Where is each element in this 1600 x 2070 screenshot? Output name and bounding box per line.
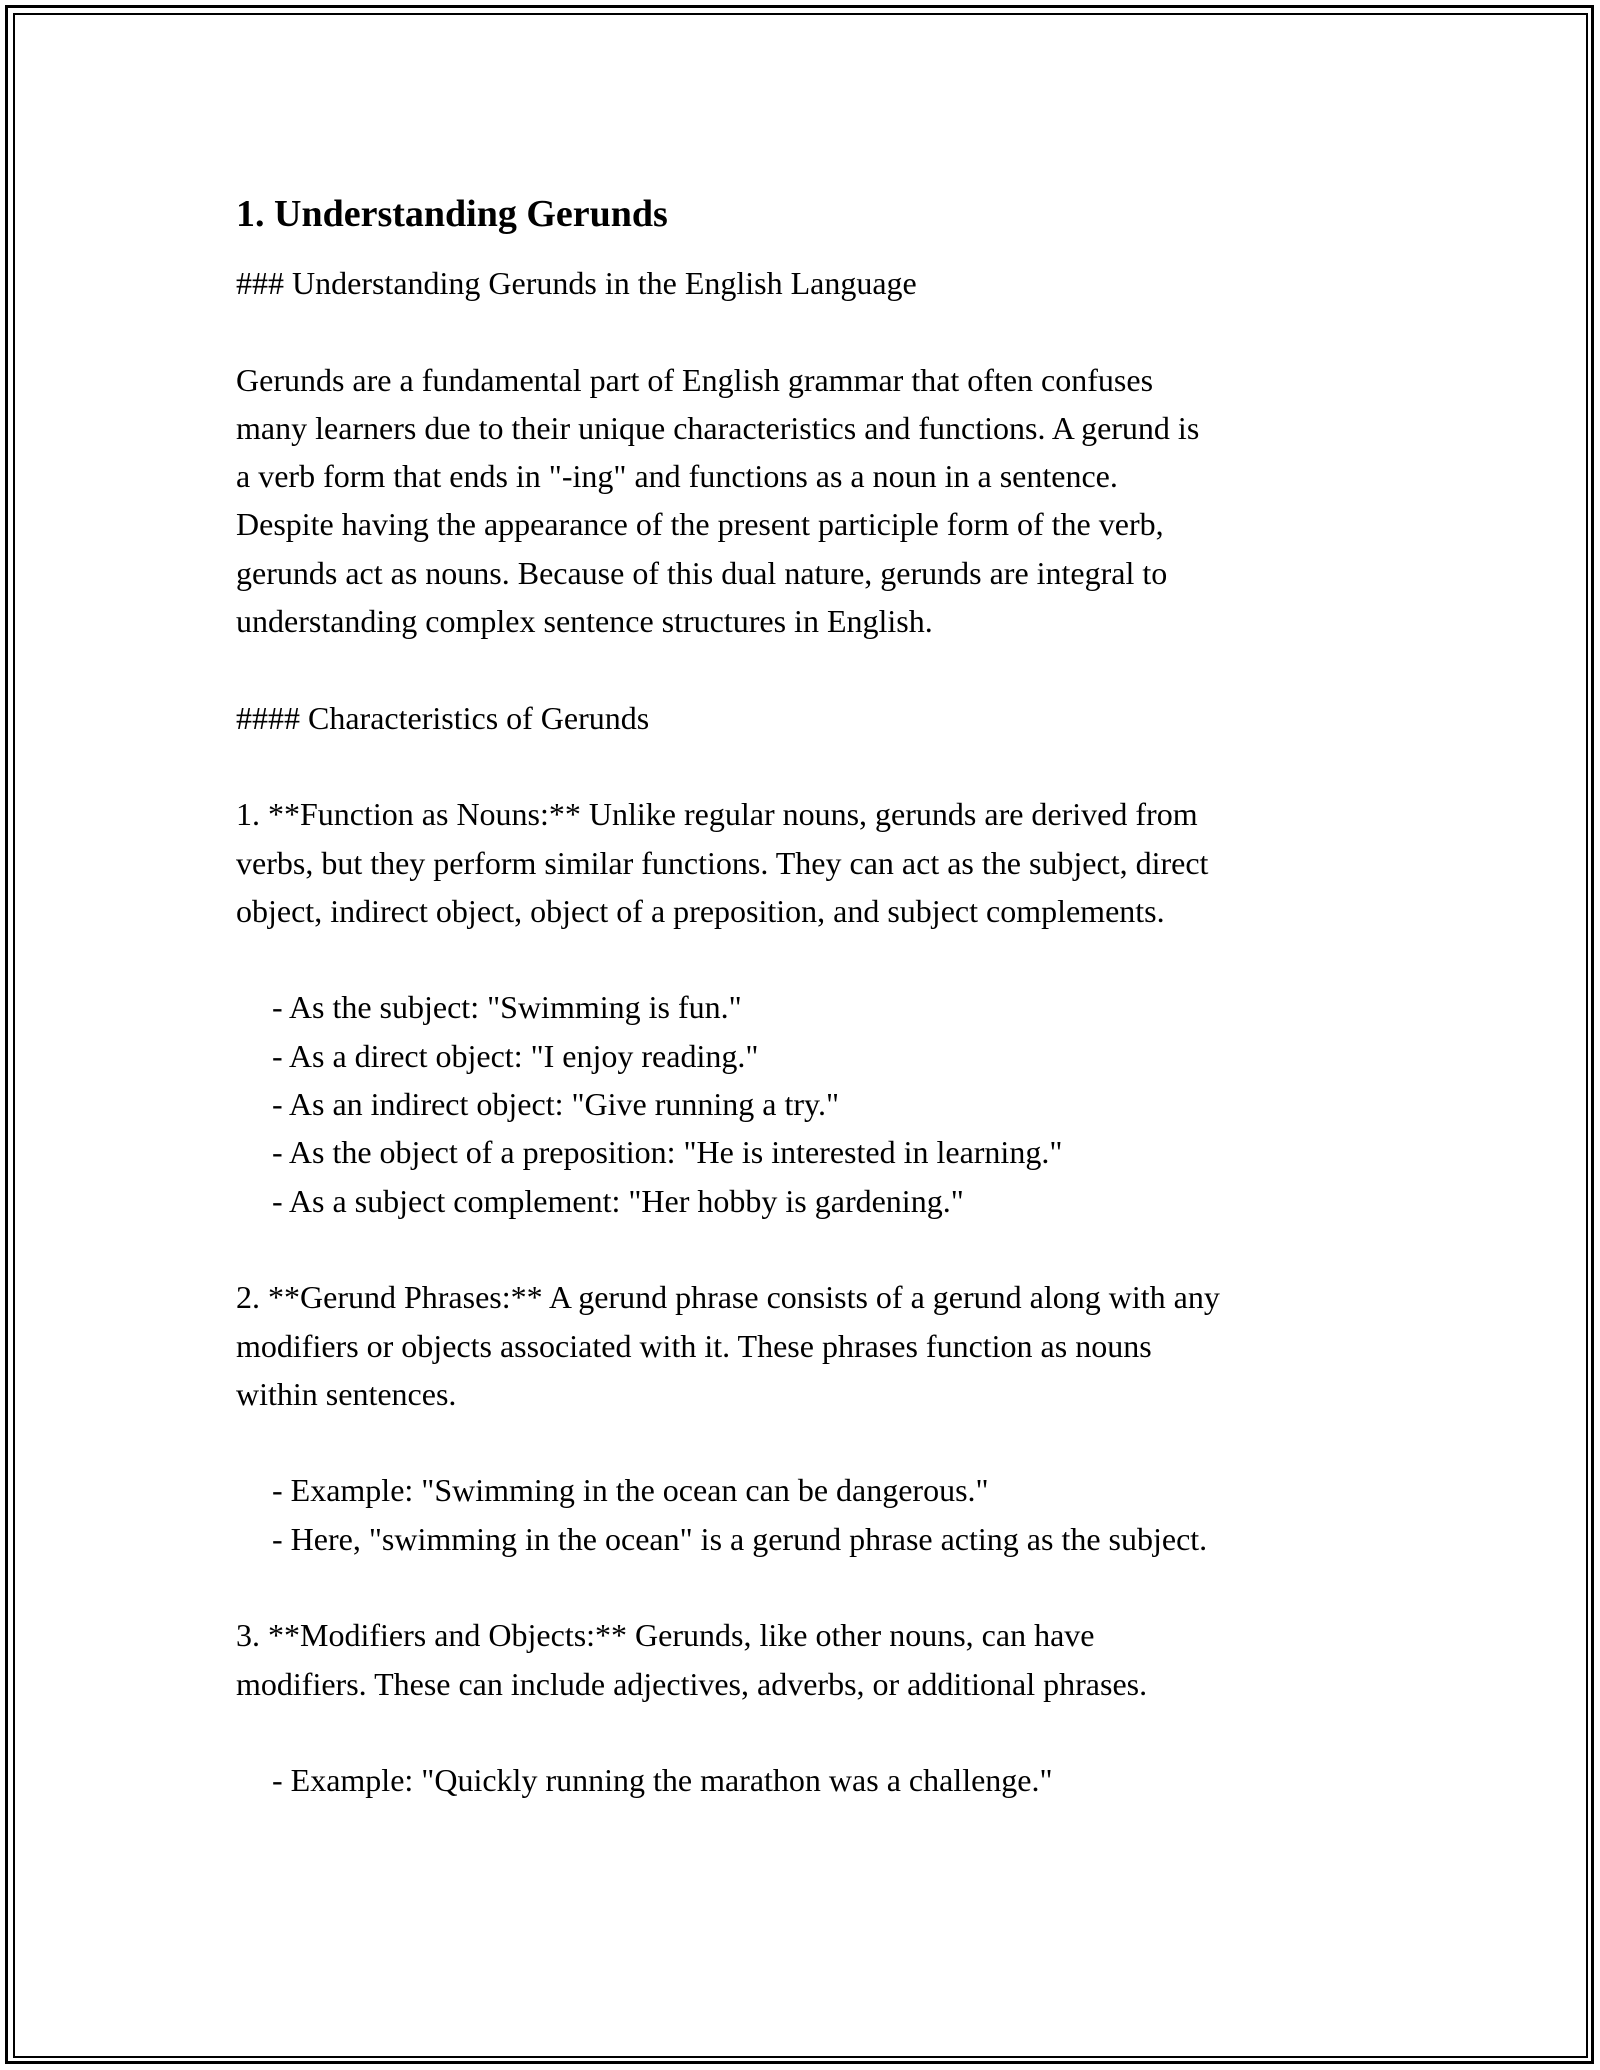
text-line: 1. **Function as Nouns:** Unlike regular nouns, gerunds are derived from	[236, 796, 1198, 833]
list-item: - As the object of a preposition: "He is interested in learning."	[272, 1134, 1063, 1171]
list-item: - As the subject: "Swimming is fun."	[272, 989, 742, 1026]
text-line: understanding complex sentence structures in English.	[236, 603, 933, 640]
list-item: - Example: "Quickly running the marathon was a challenge."	[272, 1762, 1053, 1799]
text-line: many learners due to their unique characteristics and functions. A gerund is	[236, 409, 1200, 446]
text-line: object, indirect object, object of a preposition, and subject complements.	[236, 892, 1165, 929]
text-line: within sentences.	[236, 1375, 457, 1412]
text-line: 2. **Gerund Phrases:** A gerund phrase consists of a gerund along with any	[236, 1279, 1220, 1316]
list-item: - Here, "swimming in the ocean" is a gerund phrase acting as the subject.	[272, 1520, 1208, 1557]
list-item: - As an indirect object: "Give running a try."	[272, 1086, 840, 1123]
paragraph	[236, 1611, 1386, 1708]
document-blocks	[236, 259, 1386, 1805]
text-line: #### Characteristics of Gerunds	[236, 699, 650, 736]
paragraph	[236, 1273, 1386, 1418]
text-line: modifiers. These can include adjectives, adverbs, or additional phrases.	[236, 1665, 1148, 1702]
bullet-list	[236, 1756, 1386, 1804]
text-line: 3. **Modifiers and Objects:** Gerunds, like other nouns, can have	[236, 1617, 1095, 1654]
text-line: verbs, but they perform similar functions. They can act as the subject, direct	[236, 844, 1209, 881]
text-line: a verb form that ends in "-ing" and functions as a noun in a sentence.	[236, 458, 1118, 495]
bullet-list	[236, 983, 1386, 1224]
paragraph	[236, 694, 1386, 742]
document-body	[236, 186, 1386, 1853]
list-item: - As a direct object: "I enjoy reading."	[272, 1037, 759, 1074]
list-item: - Example: "Swimming in the ocean can be dangerous."	[272, 1472, 989, 1509]
text-line: Despite having the appearance of the present participle form of the verb,	[236, 506, 1164, 543]
list-item: - As a subject complement: "Her hobby is gardening."	[272, 1182, 964, 1219]
document-title: 1. Understanding Gerunds	[236, 193, 668, 235]
paragraph	[236, 356, 1386, 646]
text-line: Gerunds are a fundamental part of English grammar that often confuses	[236, 361, 1154, 398]
paragraph	[236, 259, 1386, 307]
paragraph	[236, 790, 1386, 935]
text-line: ### Understanding Gerunds in the English Language	[236, 265, 917, 301]
text-line: gerunds act as nouns. Because of this dual nature, gerunds are integral to	[236, 554, 1168, 591]
text-line: modifiers or objects associated with it. These phrases function as nouns	[236, 1327, 1152, 1364]
bullet-list	[236, 1466, 1386, 1563]
